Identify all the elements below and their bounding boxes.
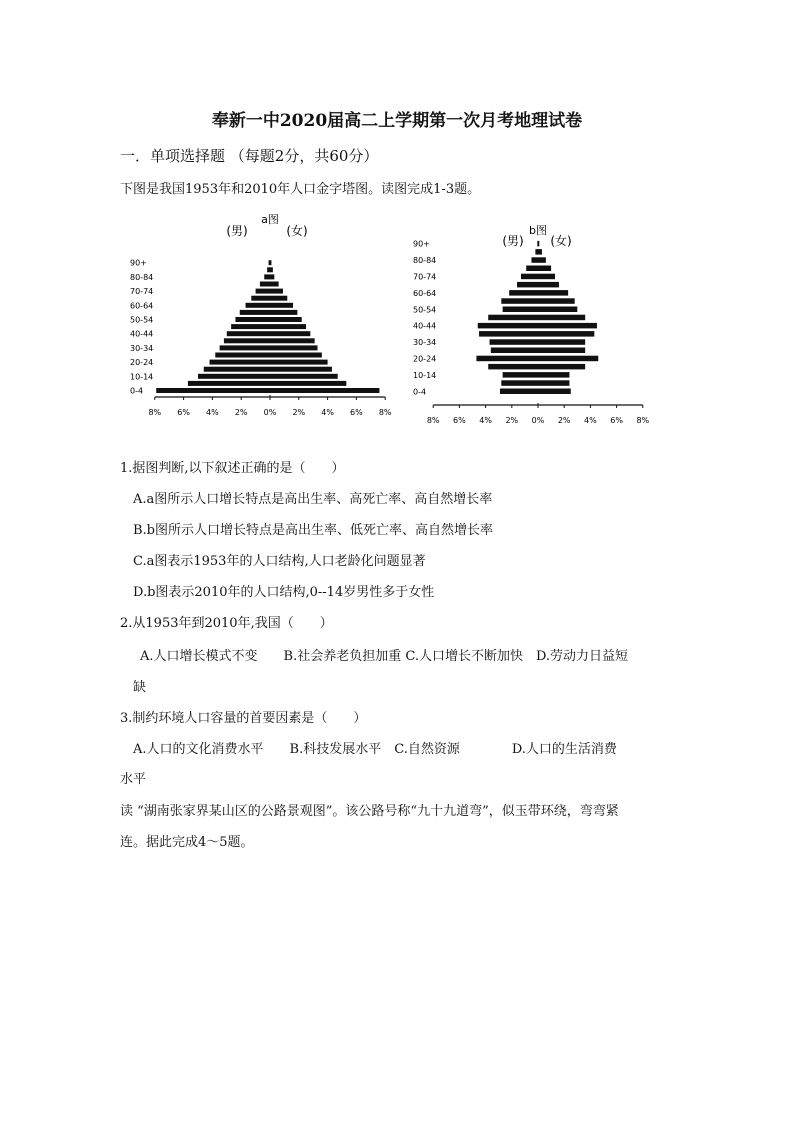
bar-female-50-54 — [270, 317, 302, 322]
bar-male-20-24 — [210, 360, 270, 365]
bar-male-80-84 — [531, 257, 538, 263]
question-3-stem: 3.制约环境人口容量的首要因素是（ ） — [120, 711, 367, 726]
question-2-options-wrap: 缺 — [133, 680, 147, 695]
bar-female-5-9 — [538, 380, 569, 386]
bar-male-35-39 — [479, 331, 538, 337]
question-1-stem: 1.据图判断,以下叙述正确的是（ ） — [120, 461, 345, 476]
x-tick-label: 4% — [584, 416, 597, 425]
bar-male-80-84 — [264, 274, 270, 279]
bar-female-70-74 — [270, 289, 283, 294]
age-tick-label: 0-4 — [130, 386, 144, 396]
bar-male-45-49 — [231, 324, 270, 329]
age-tick-label: 50-54 — [413, 305, 437, 315]
bar-male-85-89 — [267, 267, 270, 272]
age-tick-label: 60-64 — [413, 288, 437, 298]
bar-female-30-34 — [538, 339, 585, 345]
pyramid-chart-a — [130, 205, 400, 430]
age-tick-label: 20-24 — [130, 358, 154, 368]
x-tick-label: 4% — [206, 408, 219, 417]
pyramid-chart-b — [408, 218, 668, 430]
reading-line-2: 连。据此完成4～5题。 — [120, 835, 254, 850]
bar-female-30-34 — [270, 345, 318, 350]
chart-b-title: b图 — [529, 224, 547, 237]
x-tick-label: 0% — [531, 416, 545, 425]
bar-male-65-69 — [517, 282, 538, 288]
bar-male-0-4 — [156, 388, 270, 393]
reading-line-1: 读 “湖南张家界某山区的公路景观图”。该公路号称“九十九道弯”，似玉带环绕，弯弯紧 — [120, 804, 619, 819]
age-tick-label: 10-14 — [413, 370, 437, 380]
chart-a-bars — [156, 260, 379, 393]
bar-female-15-19 — [538, 364, 585, 370]
bar-male-5-9 — [501, 380, 538, 386]
age-tick-label: 50-54 — [130, 315, 154, 325]
x-tick-label: 8% — [378, 408, 392, 417]
bar-female-85-89 — [270, 267, 273, 272]
age-tick-label: 60-64 — [130, 301, 154, 311]
x-tick-label: 2% — [234, 408, 248, 417]
bar-male-35-39 — [224, 338, 270, 343]
bar-female-55-59 — [538, 298, 575, 304]
x-tick-label: 0% — [263, 408, 277, 417]
bar-male-15-19 — [204, 367, 270, 372]
bar-female-90+ — [270, 260, 271, 265]
x-tick-label: 8% — [426, 416, 440, 425]
question-3-options: A.人口的文化消费水平 B.科技发展水平 C.自然资源 D.人口的生活消费 — [133, 742, 617, 757]
bar-male-15-19 — [488, 364, 538, 370]
bar-male-90+ — [269, 260, 270, 265]
age-tick-label: 40-44 — [413, 321, 437, 331]
age-tick-label: 90+ — [413, 239, 430, 249]
question-1-option-c: C.a图表示1953年的人口结构,人口老龄化问题显著 — [133, 554, 426, 569]
bar-female-10-14 — [270, 374, 338, 379]
bar-male-50-54 — [503, 307, 538, 313]
chart-b-bars — [476, 241, 598, 394]
bar-male-0-4 — [500, 389, 538, 395]
x-tick-label: 2% — [292, 408, 306, 417]
bar-female-50-54 — [538, 307, 577, 313]
question-2-options: A.人口增长模式不变 B.社会养老负担加重 C.人口增长不断加快 D.劳动力日益短 — [140, 649, 629, 664]
intro-text: 下图是我国1953年和2010年人口金字塔图。读图完成1-3题。 — [120, 182, 481, 197]
bar-male-45-49 — [488, 315, 538, 321]
bar-female-60-64 — [538, 290, 568, 296]
bar-female-80-84 — [538, 257, 546, 263]
bar-male-65-69 — [251, 296, 270, 301]
bar-female-60-64 — [270, 303, 293, 308]
x-tick-label: 8% — [636, 416, 650, 425]
bar-male-25-29 — [215, 353, 270, 358]
age-tick-label: 30-34 — [413, 338, 437, 348]
bar-female-45-49 — [538, 315, 585, 321]
age-tick-label: 80-84 — [413, 256, 437, 266]
bar-male-40-44 — [478, 323, 538, 329]
bar-male-60-64 — [509, 290, 538, 296]
bar-male-30-34 — [490, 339, 538, 345]
bar-female-65-69 — [538, 282, 559, 288]
bar-male-10-14 — [503, 372, 538, 378]
bar-female-35-39 — [538, 331, 594, 337]
bar-female-65-69 — [270, 296, 287, 301]
chart-a-y-ticks — [130, 259, 153, 396]
bar-female-80-84 — [270, 274, 274, 279]
chart-a-title: a图 — [261, 213, 279, 226]
age-tick-label: 40-44 — [130, 329, 154, 339]
question-1-option-b: B.b图所示人口增长特点是高出生率、低死亡率、高自然增长率 — [133, 523, 494, 538]
chart-b-y-ticks — [413, 240, 436, 397]
bar-male-55-59 — [501, 298, 538, 304]
chart-a-x-axis — [148, 395, 391, 417]
bar-male-5-9 — [188, 381, 270, 386]
x-tick-label: 2% — [505, 416, 519, 425]
age-tick-label: 0-4 — [413, 387, 427, 397]
chart-b-x-axis — [427, 403, 650, 425]
chart-a-male-label: (男) — [226, 224, 248, 238]
bar-male-70-74 — [521, 274, 538, 280]
bar-female-70-74 — [538, 274, 555, 280]
bar-male-70-74 — [256, 289, 270, 294]
question-1-option-d: D.b图表示2010年的人口结构,0--14岁男性多于女性 — [133, 585, 435, 600]
age-tick-label: 30-34 — [130, 343, 154, 353]
bar-female-5-9 — [270, 381, 346, 386]
bar-female-0-4 — [270, 388, 379, 393]
bar-male-50-54 — [235, 317, 270, 322]
question-1-option-a: A.a图所示人口增长特点是高出生率、高死亡率、高自然增长率 — [133, 492, 493, 507]
bar-female-15-19 — [270, 367, 332, 372]
section-heading: 一．单项选择题 （每题2分，共60分） — [120, 147, 379, 165]
bar-female-85-89 — [538, 249, 542, 255]
bar-male-55-59 — [240, 310, 270, 315]
age-tick-label: 90+ — [130, 258, 147, 268]
chart-b-male-label: (男) — [502, 234, 524, 248]
x-tick-label: 4% — [479, 416, 492, 425]
bar-female-90+ — [538, 241, 539, 247]
bar-female-75-79 — [538, 266, 551, 272]
bar-male-40-44 — [227, 331, 270, 336]
x-tick-label: 6% — [610, 416, 623, 425]
bar-female-25-29 — [270, 353, 322, 358]
x-tick-label: 6% — [350, 408, 363, 417]
age-tick-label: 10-14 — [130, 372, 154, 382]
page-title: 奉新一中2020届高二上学期第一次月考地理试卷 — [211, 111, 583, 131]
bar-male-75-79 — [526, 266, 538, 272]
bar-female-40-44 — [538, 323, 597, 329]
bar-male-30-34 — [220, 345, 270, 350]
question-2-stem: 2.从1953年到2010年,我国（ ） — [120, 616, 333, 631]
question-3-options-wrap: 水平 — [120, 772, 147, 787]
bar-female-25-29 — [538, 348, 585, 354]
bar-female-40-44 — [270, 331, 310, 336]
bar-male-75-79 — [260, 282, 270, 287]
age-tick-label: 20-24 — [413, 354, 437, 364]
bar-female-45-49 — [270, 324, 306, 329]
chart-b-female-label: (女) — [550, 234, 572, 248]
age-tick-label: 70-74 — [130, 287, 154, 297]
x-tick-label: 6% — [177, 408, 190, 417]
bar-male-10-14 — [198, 374, 270, 379]
bar-male-60-64 — [246, 303, 270, 308]
bar-female-20-24 — [270, 360, 328, 365]
bar-female-55-59 — [270, 310, 297, 315]
bar-male-85-89 — [535, 249, 538, 255]
bar-female-10-14 — [538, 372, 569, 378]
bar-female-35-39 — [270, 338, 315, 343]
x-tick-label: 8% — [148, 408, 162, 417]
bar-female-20-24 — [538, 356, 598, 362]
bar-female-0-4 — [538, 389, 571, 395]
chart-a-female-label: (女) — [286, 224, 308, 238]
bar-male-90+ — [537, 241, 538, 247]
bar-male-25-29 — [491, 348, 538, 354]
age-tick-label: 80-84 — [130, 272, 154, 282]
x-tick-label: 2% — [557, 416, 571, 425]
bar-female-75-79 — [270, 282, 279, 287]
bar-male-20-24 — [476, 356, 538, 362]
x-tick-label: 4% — [321, 408, 334, 417]
age-tick-label: 70-74 — [413, 272, 437, 282]
x-tick-label: 6% — [453, 416, 466, 425]
